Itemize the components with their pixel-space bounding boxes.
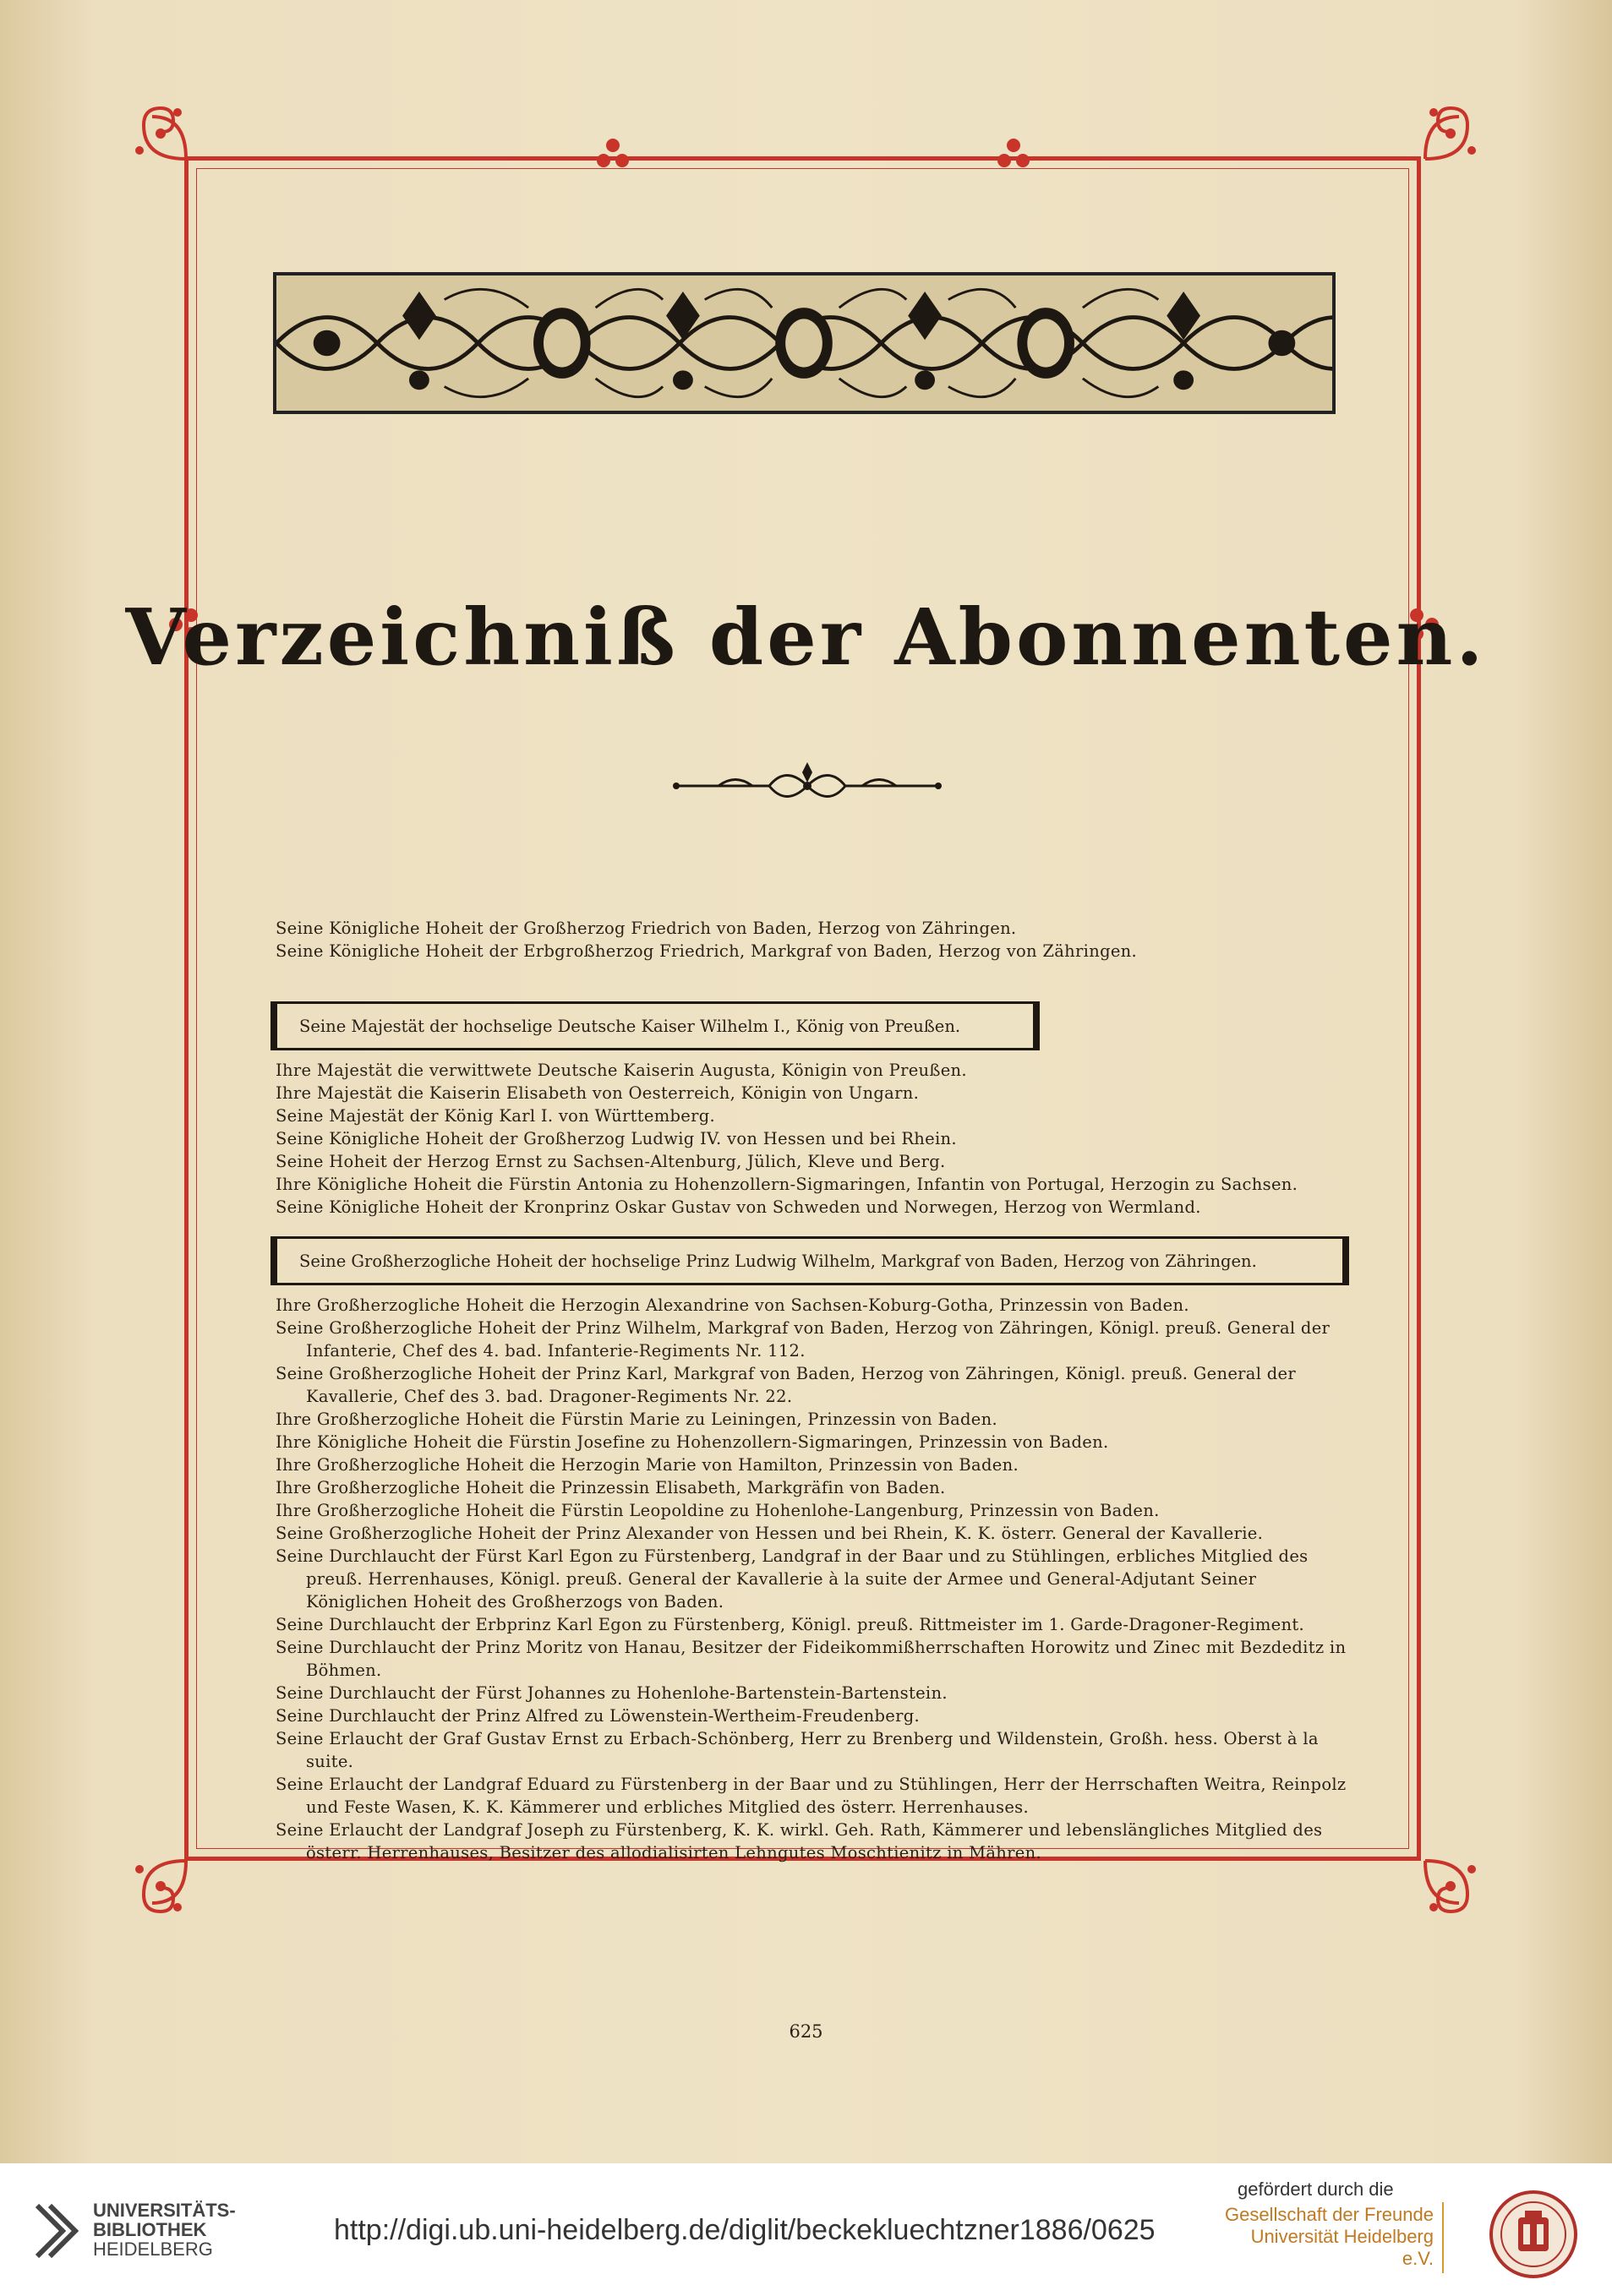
trefoil-ornament-top-2 bbox=[992, 134, 1035, 176]
university-library-logo-icon bbox=[29, 2197, 88, 2261]
page-number: 625 bbox=[789, 2021, 823, 2042]
list-item: Seine Königliche Hoheit der Großherzog Friedrich von Baden, Herzog von Zähringen. bbox=[276, 919, 1017, 938]
library-name bbox=[93, 2201, 236, 2259]
list-item: Ihre Majestät die Kaiserin Elisabeth von Oesterreich, Königin von Ungarn. bbox=[276, 1083, 920, 1103]
list-item: Seine Durchlaucht der Erbprinz Karl Egon zu Fürstenberg, Königl. preuß. Rittmeister im 1. Garde-Dragoner-Regiment. bbox=[276, 1615, 1305, 1634]
memorial-box-text: Seine Majestät der hochselige Deutsche Kaiser Wilhelm I., König von Preußen. bbox=[299, 1017, 961, 1036]
sponsor-name bbox=[1217, 2204, 1434, 2270]
list-item: Seine Hoheit der Herzog Ernst zu Sachsen-Altenburg, Jülich, Kleve und Berg. bbox=[276, 1152, 946, 1171]
list-item: Seine Königliche Hoheit der Großherzog Ludwig IV. von Hessen und bei Rhein. bbox=[276, 1129, 957, 1148]
ornamental-header-banner bbox=[273, 272, 1336, 414]
list-item: Seine Königliche Hoheit der Erbgroßherzog Friedrich, Markgraf von Baden, Herzog von Zähringen. bbox=[276, 941, 1138, 961]
sponsor-name-line-1: Gesellschaft der Freunde bbox=[1224, 2204, 1434, 2225]
corner-ornament-bottom-right bbox=[1383, 1819, 1484, 1920]
banner-ornament-graphic bbox=[276, 275, 1332, 411]
list-item: Ihre Königliche Hoheit die Fürstin Josefine zu Hohenzollern-Sigmaringen, Prinzessin von Baden. bbox=[276, 1432, 1109, 1452]
memorial-box-prince bbox=[270, 1236, 1349, 1285]
list-item: Seine Erlaucht der Landgraf Joseph zu Fürstenberg, K. K. wirkl. Geh. Rath, Kämmerer und lebenslängliches Mitglied des österr. Herrenhauses, Besitzer des allodialisirten Lehngutes Moschtienitz in Mähren. bbox=[276, 1820, 1323, 1862]
corner-ornament-bottom-left bbox=[127, 1819, 228, 1920]
intro-list bbox=[276, 917, 1349, 963]
page-title: Verzeichniß der Abonnenten. bbox=[125, 592, 1487, 683]
memorial-box-text: Seine Großherzogliche Hoheit der hochselige Prinz Ludwig Wilhelm, Markgraf von Baden, Herzog von Zähringen. bbox=[299, 1252, 1257, 1271]
corner-ornament-top-right bbox=[1383, 100, 1484, 201]
subscriber-list-group-2 bbox=[276, 1294, 1349, 1864]
list-item: Seine Durchlaucht der Prinz Moritz von Hanau, Besitzer der Fideikommißherrschaften Horowitz und Zinec mit Bezdeditz in Böhmen. bbox=[276, 1638, 1347, 1680]
corner-ornament-top-left bbox=[127, 100, 228, 201]
sponsor-divider bbox=[1442, 2202, 1444, 2273]
list-item: Seine Großherzogliche Hoheit der Prinz Karl, Markgraf von Baden, Herzog von Zähringen, Königl. preuß. General der Kavallerie, Chef des 3. bad. Dragoner-Regiments Nr. 22. bbox=[276, 1364, 1297, 1406]
list-item: Seine Majestät der König Karl I. von Württemberg. bbox=[276, 1106, 716, 1126]
sponsor-name-line-2: Universität Heidelberg e.V. bbox=[1250, 2226, 1434, 2269]
list-item: Ihre Großherzogliche Hoheit die Fürstin Leopoldine zu Hohenlohe-Langenburg, Prinzessin von Baden. bbox=[276, 1501, 1160, 1520]
trefoil-ornament-top-1 bbox=[592, 134, 634, 176]
list-item: Seine Erlaucht der Landgraf Eduard zu Fürstenberg in der Baar und zu Stühlingen, Herr der Herrschaften Weitra, Reinpolz und Feste Wasen, K. K. Kämmerer und erbliches Mitglied des österr. Herrenhauses. bbox=[276, 1775, 1347, 1817]
list-item: Ihre Majestät die verwittwete Deutsche Kaiserin Augusta, Königin von Preußen. bbox=[276, 1061, 967, 1080]
list-item: Ihre Großherzogliche Hoheit die Fürstin Marie zu Leiningen, Prinzessin von Baden. bbox=[276, 1410, 998, 1429]
library-name-line-1: UNIVERSITÄTS- bbox=[93, 2200, 236, 2221]
list-item: Seine Erlaucht der Graf Gustav Ernst zu Erbach-Schönberg, Herr zu Brenberg und Wildenstein, Großh. hess. Oberst à la suite. bbox=[276, 1729, 1319, 1771]
list-item: Seine Durchlaucht der Prinz Alfred zu Löwenstein-Wertheim-Freudenberg. bbox=[276, 1706, 921, 1726]
list-item: Seine Königliche Hoheit der Kronprinz Oskar Gustav von Schweden und Norwegen, Herzog von Wermland. bbox=[276, 1197, 1201, 1217]
library-name-line-2: BIBLIOTHEK bbox=[93, 2219, 207, 2240]
university-seal-icon bbox=[1488, 2189, 1579, 2280]
list-item: Seine Durchlaucht der Fürst Karl Egon zu Fürstenberg, Landgraf in der Baar und zu Stühlingen, erbliches Mitglied des preuß. Herrenhauses, Königl. preuß. General der Kavallerie à la suite der Armee und General-Adjutant Seiner Königlichen Hoheit des Großherzogs von Baden. bbox=[276, 1546, 1309, 1612]
permalink-url[interactable]: http://digi.ub.uni-heidelberg.de/diglit/beckekluechtzner1886/0625 bbox=[334, 2214, 1156, 2246]
sponsor-label: gefördert durch die bbox=[1238, 2179, 1394, 2200]
list-item: Ihre Königliche Hoheit die Fürstin Antonia zu Hohenzollern-Sigmaringen, Infantin von Portugal, Herzogin zu Sachsen. bbox=[276, 1175, 1298, 1194]
list-item: Ihre Großherzogliche Hoheit die Herzogin Alexandrine von Sachsen-Koburg-Gotha, Prinzessin von Baden. bbox=[276, 1295, 1189, 1315]
title-flourish-ornament bbox=[668, 761, 947, 811]
list-item: Seine Großherzogliche Hoheit der Prinz Wilhelm, Markgraf von Baden, Herzog von Zähringen, Königl. preuß. General der Infanterie, Chef des 4. bad. Infanterie-Regiments Nr. 112. bbox=[276, 1318, 1331, 1361]
list-item: Seine Großherzogliche Hoheit der Prinz Alexander von Hessen und bei Rhein, K. K. österr. General der Kavallerie. bbox=[276, 1524, 1264, 1543]
list-item: Seine Durchlaucht der Fürst Johannes zu Hohenlohe-Bartenstein-Bartenstein. bbox=[276, 1683, 948, 1703]
memorial-box-emperor bbox=[270, 1001, 1040, 1050]
list-item: Ihre Großherzogliche Hoheit die Herzogin Marie von Hamilton, Prinzessin von Baden. bbox=[276, 1455, 1019, 1475]
list-item: Ihre Großherzogliche Hoheit die Prinzessin Elisabeth, Markgräfin von Baden. bbox=[276, 1478, 946, 1497]
subscriber-list-group-1 bbox=[276, 1059, 1349, 1219]
library-name-line-3: HEIDELBERG bbox=[93, 2239, 213, 2260]
